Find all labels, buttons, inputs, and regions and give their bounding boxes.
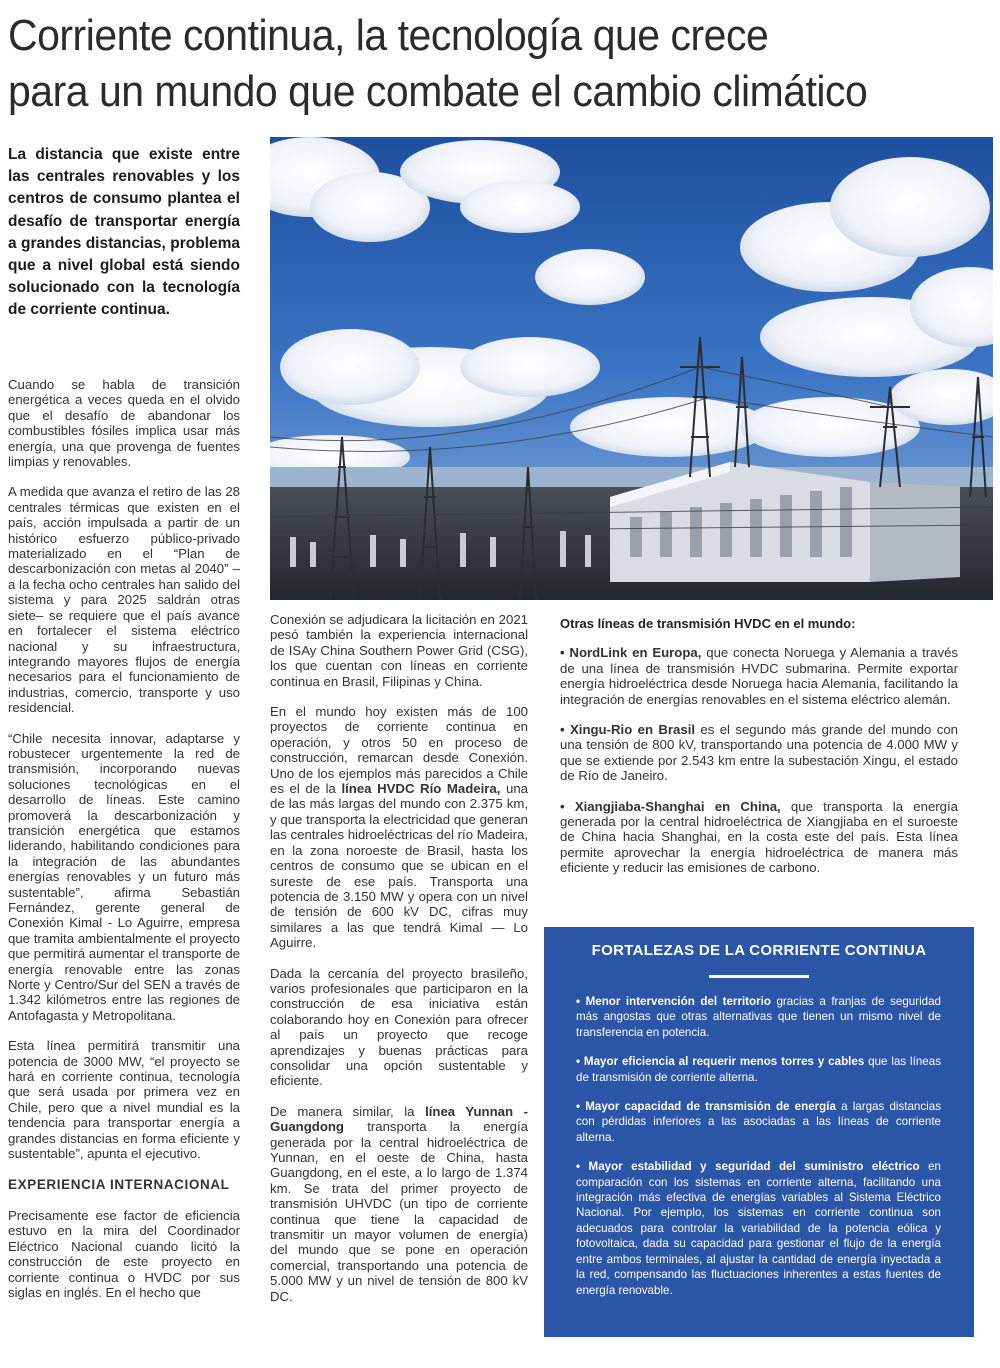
- col1-paragraph-1: Cuando se habla de transición energética a veces queda en el olvido que el desafío de abandonar los combustibles fósiles implica usar más energía, una que provenga de fuentes limpias y renovables.: [8, 377, 240, 470]
- column-1: [8, 377, 240, 1315]
- col2-p2-text-c: una de las más largas del mundo con 2.375 km, y que transporta la electricidad que generan las centrales hidroeléctricas del río Madeira, en la zona noroeste de Brasil, hasta los centros de consumo que se ubican en el sureste de ese país. Transporta una potencia de 3.150 MW y opera con un nivel de tensión de 600 kV DC, cifras muy similares a las que tendrá Kimal — Lo Aguirre.: [270, 781, 529, 951]
- col2-paragraph-3: Dada la cercanía del proyecto brasileño, varios profesionales que participaron en la construcción de esa iniciativa están colaborando hoy en Conexión para ofrecer al país un proyecto que recoge aprendizajes y buenas prácticas para consolidar una opción sustentable y eficiente.: [270, 965, 528, 1089]
- col2-p2-text-a: En el mundo hoy existen más de 100 proyectos de corriente continua en operación, y otros 50 en proceso de construcción, remarcan desde Conexión. Uno de los ejemplos más parecidos a Chile es el de la: [270, 704, 528, 797]
- strength-item-text: gracias a franjas de seguridad más angostas que otras alternativas que tienen un mismo nivel de transferencia en potencia.: [576, 995, 941, 1039]
- column-3: [560, 616, 958, 891]
- hvdc-lines-heading: Otras líneas de transmisión HVDC en el mundo:: [560, 616, 856, 631]
- box-divider: [709, 975, 809, 978]
- col2-paragraph-4: [270, 1104, 528, 1304]
- substation-photo: [270, 137, 993, 600]
- title-line-1: Corriente continua, la tecnología que crece: [8, 11, 769, 60]
- strength-item-text: a largas distancias con pérdidas inferiores a las asociadas a las líneas de corriente alterna.: [576, 1100, 941, 1144]
- hvdc-line-name: • Xiangjiaba-Shanghai en China,: [560, 798, 781, 814]
- strengths-box-title: FORTALEZAS DE LA CORRIENTE CONTINUA: [591, 942, 927, 959]
- title-line-2: para un mundo que combate el cambio climático: [8, 67, 868, 116]
- lead-paragraph: La distancia que existe entre las centrales renovables y los centros de consumo plantea el desafío de transportar energía a grandes distancias, problema que a nivel global está siendo solucionado con la tecnología de corriente continua.: [8, 146, 240, 319]
- col2-p2-bold: línea HVDC Río Madeira,: [341, 781, 501, 797]
- strengths-list: [576, 994, 941, 1312]
- section-heading: EXPERIENCIA INTERNACIONAL: [8, 1176, 230, 1192]
- hvdc-line-text: que transporta la energía generada por la central hidroeléctrica de Xiangjiaba en el suroeste de China hacia Shanghai, en la costa este del país. Esta línea permite aprovechar la energía hidroeléctrica de manera más eficiente y reducir las emisiones de carbono.: [560, 798, 958, 876]
- strength-item-bold: • Menor intervención del territorio: [576, 995, 771, 1008]
- hvdc-line-item: [560, 799, 958, 876]
- col2-paragraph-2: [270, 704, 528, 951]
- col2-p4-bold: línea Yunnan -Guangdong: [270, 1103, 528, 1135]
- strength-item: [576, 1159, 941, 1298]
- strength-item: [576, 1099, 941, 1145]
- strength-item: [576, 994, 941, 1040]
- hvdc-line-name: • NordLink en Europa,: [560, 645, 702, 661]
- strength-item-bold: • Mayor eficiencia al requerir menos torres y cables: [576, 1055, 865, 1069]
- article-title: [8, 8, 924, 120]
- strength-item-text: en comparación con los sistemas en corriente alterna, facilitando una integración más efectiva de energías variables al Sistema Eléctrico Nacional. Por ejemplo, los sistemas en corriente continua son adecuados para controlar la variabilidad de la potencia eólica y fotovoltaica, dada su capacidad para gestionar el flujo de la energía entre ambos terminales, al ajustar la cantidad de energía inyectada a la red, compensando las fluctuaciones inherentes a estas fuentes de energía renovable.: [576, 1160, 941, 1297]
- strength-item-bold: • Mayor capacidad de transmisión de energía: [576, 1100, 836, 1114]
- col1-paragraph-2: A medida que avanza el retiro de las 28 centrales térmicas que existen en el país, acción impulsada a partir de un histórico esfuerzo público-privado materializado en el “Plan de descarbonización con metas al 2040” –a la fecha ocho centrales han salido del sistema y para 2025 saldrán otras siete– se requiere que el país avance en fortalecer el sistema eléctrico nacional y su infraestructura, integrando mayores flujos de energía necesarios para el funcionamiento de industrias, comercio, transporte y uso residencial.: [8, 484, 240, 716]
- strength-item-bold: • Mayor estabilidad y seguridad del suministro eléctrico: [576, 1160, 920, 1174]
- hvdc-line-item: [560, 645, 958, 707]
- hvdc-line-item: [560, 722, 958, 784]
- col2-p4-text-a: De manera similar, la: [270, 1103, 426, 1119]
- hvdc-line-text: que conecta Noruega y Alemania a través de una línea de transmisión HVDC submarina. Permite exportar energía hidroeléctrica desde Noruega hacia Alemania, facilitando la integración de energías renovables en el sistema eléctrico alemán.: [560, 645, 958, 707]
- col1-paragraph-3: “Chile necesita innovar, adaptarse y robustecer urgentemente la red de transmisión, incorporando nuevas soluciones tecnológicas en el desarrollo de líneas. Este camino promoverá la descarbonización y transición energética que estamos liderando, habilitando condiciones para la integración de las abundantes energías renovables y un futuro más sustentable”, afirma Sebastián Fernández, gerente general de Conexión Kimal - Lo Aguirre, empresa que tramita ambientalmente el proyecto que permitirá aumentar el transporte de energía renovable entre las zonas Norte y Centro/Sur del SEN a través de 1.342 kilómetros entre las regiones de Antofagasta y Metropolitana.: [8, 730, 240, 1023]
- strength-item-text: que las líneas de transmisión de corriente alterna.: [576, 1055, 941, 1084]
- column-2: [270, 612, 528, 1319]
- col2-p4-text-c: transporta la energía generada por la central hidroeléctrica de Yunnan, en el oeste de China, hasta Guangdong, en el este, a lo largo de 1.374 km. Se trata del primer proyecto de transmisión UHVDC (un tipo de corriente continua que tiene la capacidad de transmitir un mayor volumen de energía) del mundo que se pone en operación comercial, transportando una potencia de 5.000 MW y un nivel de tensión de 800 kV DC.: [270, 1119, 528, 1304]
- hvdc-line-text: es el segundo más grande del mundo con una tensión de 800 kV, transportando una potencia de 4.000 MW y que se extiende por 2.543 km entre la subestación Xingu, el estado de Río de Janeiro.: [560, 722, 958, 784]
- hvdc-line-name: • Xingu-Rio en Brasil: [560, 722, 696, 738]
- col1-paragraph-4: Esta línea permitirá transmitir una potencia de 3000 MW, “el proyecto se hará en corriente continua, tecnología que será usada por primera vez en Chile, pero que a nivel mundial es la tendencia para transportar energía a grandes distancias en forma eficiente y sustentable”, apunta el ejecutivo.: [8, 1038, 240, 1162]
- strength-item: [576, 1054, 941, 1085]
- strengths-box: [544, 927, 974, 1337]
- col2-paragraph-1: Conexión se adjudicara la licitación en 2021 pesó también la experiencia internacional de ISAy China Southern Power Grid (CSG), los que cuentan con líneas en corriente continua en Brasil, Filipinas y China.: [270, 612, 528, 689]
- col1-paragraph-5: Precisamente ese factor de eficiencia estuvo en la mira del Coordinador Eléctrico Nacional cuando licitó la construcción de este proyecto en corriente continua o HVDC por sus siglas en inglés. En el hecho que: [8, 1207, 240, 1300]
